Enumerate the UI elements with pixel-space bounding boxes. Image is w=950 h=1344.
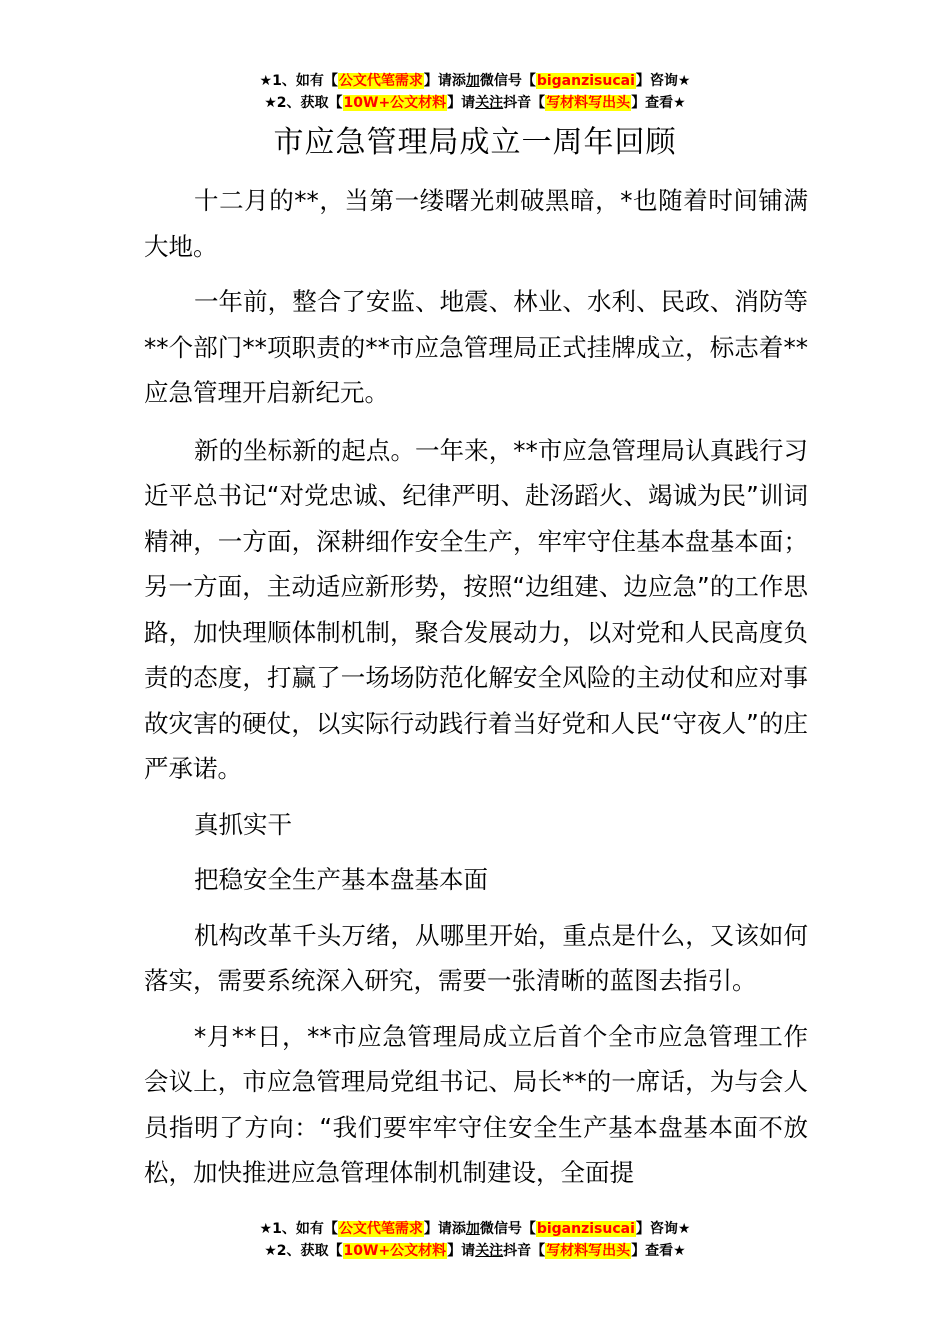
banner-line-1 <box>0 1218 950 1240</box>
banner-text: 抖音【 <box>503 95 546 111</box>
banner-text: 】查看★ <box>631 1243 686 1259</box>
banner-underlined: 关注 <box>475 95 504 111</box>
banner-highlight: 10W+公文材料 <box>343 95 447 111</box>
banner-text: ★1、如有【 <box>259 73 338 89</box>
section-heading: 真抓实干 <box>194 809 292 839</box>
paragraph: 新的坐标新的起点。一年来，**市应急管理局认真践行习近平总书记“对党忠诚、纪律严明、赴汤蹈火、竭诚为民”训词精神，一方面，深耕细作安全生产，牢牢守住基本盘基本面；另一方面，主动适应新形势，按照“边组建、边应急”的工作思路，加快理顺体制机制，聚合发展动力，以对党和人民高度负责的态度，打赢了一场场防范化解安全风险的主动仗和应对事故灾害的硬仗，以实际行动践行着当好党和人民“守夜人”的庄严承诺。 <box>144 435 808 783</box>
banner-highlight: biganzisucai <box>536 73 635 89</box>
banner-text: 微信号【 <box>479 73 536 89</box>
paragraph: 一年前，整合了安监、地震、林业、水利、民政、消防等**个部门**项职责的**市应急管理局正式挂牌成立，标志着**应急管理开启新纪元。 <box>144 287 808 407</box>
banner-text: ★2、获取【 <box>264 95 343 111</box>
banner-highlight: 公文代笔需求 <box>338 73 423 89</box>
banner-underlined: 加 <box>465 73 480 89</box>
banner-text: 】查看★ <box>631 95 686 111</box>
banner-text: 】请 <box>447 1243 476 1259</box>
paragraph: *月**日，**市应急管理局成立后首个全市应急管理工作会议上，市应急管理局党组书记、局长**的一席话，为与会人员指明了方向：“我们要牢牢守住安全生产基本盘基本面不放松，加快推进应急管理体制机制建设，全面提 <box>144 1021 808 1187</box>
banner-underlined: 关注 <box>475 1243 504 1259</box>
section-subheading: 把稳安全生产基本盘基本面 <box>194 865 488 894</box>
paragraph: 机构改革千头万绪，从哪里开始，重点是什么，又该如何落实，需要系统深入研究，需要一张清晰的蓝图去指引。 <box>144 920 808 995</box>
banner-highlight: 公文代笔需求 <box>338 1221 423 1237</box>
header-banner <box>0 70 950 114</box>
banner-text: 】请 <box>447 95 476 111</box>
document-body <box>144 178 808 1206</box>
paragraph: 十二月的**，当第一缕曙光刺破黑暗，*也随着时间铺满大地。 <box>144 186 808 261</box>
banner-highlight: biganzisucai <box>536 1221 635 1237</box>
banner-text: 】请添 <box>423 1221 466 1237</box>
banner-text: 】咨询★ <box>635 73 691 89</box>
banner-highlight: 写材料写出头 <box>546 1243 631 1259</box>
banner-text: ★2、获取【 <box>264 1243 343 1259</box>
banner-text: 】请添 <box>423 73 466 89</box>
document-title: 市应急管理局成立一周年回顾 <box>273 125 677 160</box>
banner-line-2 <box>0 92 950 114</box>
banner-text: 微信号【 <box>479 1221 536 1237</box>
banner-text: ★1、如有【 <box>259 1221 338 1237</box>
banner-text: 】咨询★ <box>635 1221 691 1237</box>
banner-underlined: 加 <box>465 1221 480 1237</box>
banner-highlight: 写材料写出头 <box>546 95 631 111</box>
banner-highlight: 10W+公文材料 <box>343 1243 447 1259</box>
banner-line-2 <box>0 1240 950 1262</box>
banner-line-1 <box>0 70 950 92</box>
footer-banner <box>0 1218 950 1262</box>
banner-text: 抖音【 <box>503 1243 546 1259</box>
